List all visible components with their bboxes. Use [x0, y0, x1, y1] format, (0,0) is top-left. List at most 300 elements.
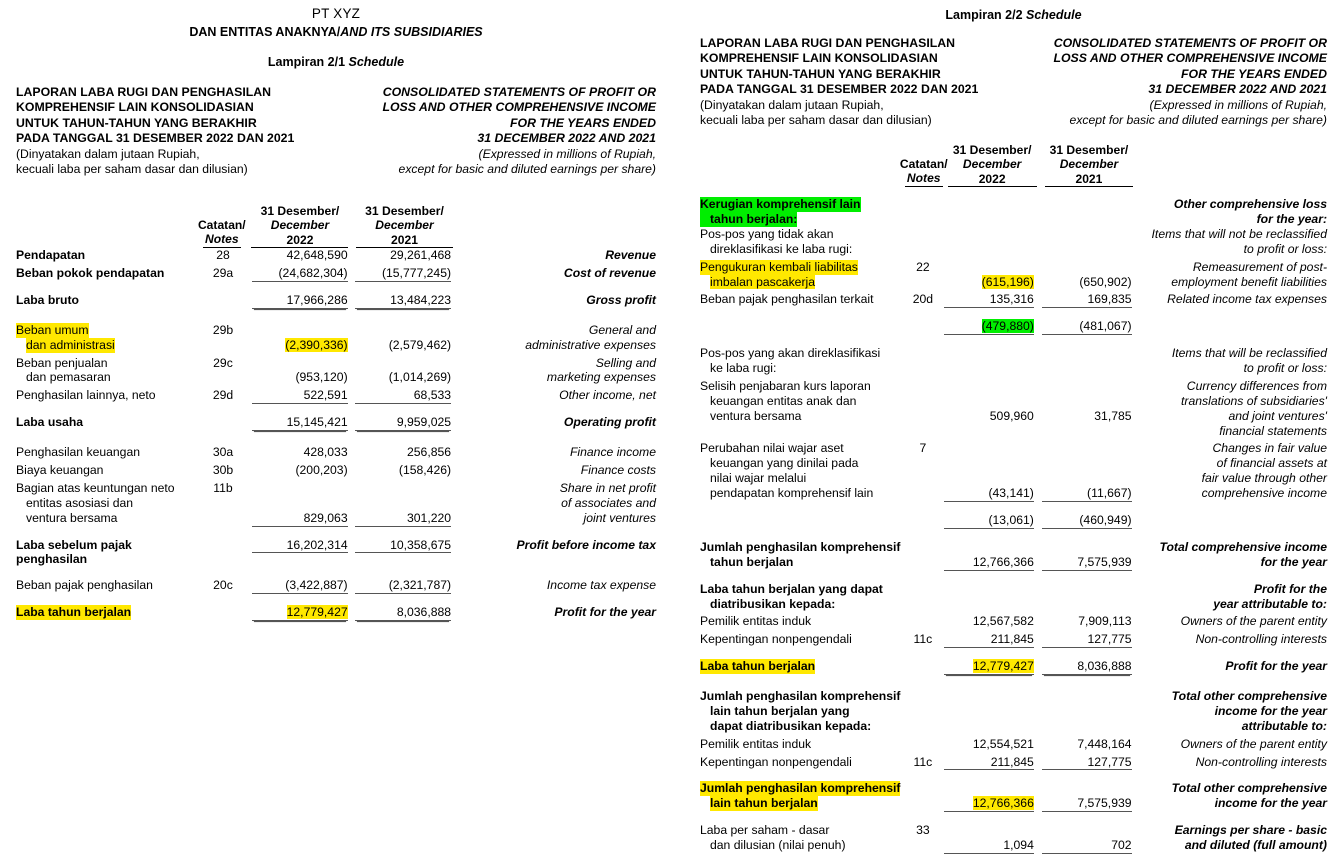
- col-gap: [348, 578, 355, 594]
- table-row: [16, 323, 656, 353]
- title-en-sub-2: except for basic and diluted earnings per share): [398, 162, 656, 177]
- row-label-13: [700, 689, 902, 734]
- row-v2022-10: [252, 538, 348, 568]
- title-en-right-line-1: CONSOLIDATED STATEMENTS OF PROFIT OR: [1053, 36, 1327, 50]
- row-en-15: [1132, 755, 1327, 771]
- right-rows-table: [700, 227, 1327, 865]
- row-en-11: [1132, 632, 1327, 648]
- row-note-8: [902, 540, 945, 571]
- row-v2021-15: [1042, 755, 1132, 771]
- col-gap: [1034, 737, 1042, 752]
- row-en-7: [451, 445, 656, 460]
- row-label-en-line: General and: [588, 322, 656, 337]
- header-blank-right: [700, 143, 900, 188]
- row-v2021-6: [355, 415, 451, 431]
- row-en-6: [451, 415, 656, 431]
- company-name: PT XYZ: [311, 6, 361, 21]
- title-id-right-line-3: UNTUK TAHUN-TAHUN YANG BERAKHIR: [700, 66, 941, 81]
- row-label-en-line: fair value through other: [1201, 471, 1327, 486]
- table-row: [700, 823, 1327, 854]
- row-label-en-line: Finance income: [569, 445, 656, 460]
- row-v2022-12: [252, 605, 348, 621]
- row-spacer: [16, 404, 656, 415]
- value-2021: (481,067): [1079, 319, 1132, 334]
- oci-heading-v2022: [944, 197, 1034, 227]
- table-row: [700, 689, 1327, 734]
- row-label-line: [700, 614, 902, 629]
- row-label-text: Kepentingan nonpengendali: [700, 632, 852, 647]
- row-v2021-13: [1042, 689, 1132, 734]
- row-label-en-line: Non-controlling interests: [1195, 754, 1327, 769]
- row-v2021-12: [1042, 659, 1132, 675]
- row-en-13: [1132, 689, 1327, 734]
- row-label-en-line: income for the year: [1214, 703, 1327, 718]
- row-en-3: [1132, 319, 1327, 335]
- col-gap: [1034, 614, 1042, 629]
- header-2022-right-line2: December: [962, 157, 1022, 172]
- value-2021: 256,856: [407, 445, 452, 460]
- header-2022-line1: 31 Desember/: [260, 203, 340, 218]
- value-2022: 509,960: [989, 408, 1034, 423]
- row-en-5: [451, 388, 656, 404]
- value-2022: (13,061): [988, 513, 1034, 528]
- title-en-right-sub-1: (Expressed in millions of Rupiah,: [1149, 97, 1327, 112]
- row-spacer: [700, 675, 1327, 689]
- row-label-text: dan administrasi: [26, 337, 115, 352]
- row-note-14: [902, 737, 945, 752]
- row-en-2: [451, 293, 656, 309]
- row-label-line: [700, 441, 902, 456]
- table-row: [16, 538, 656, 568]
- row-en-1: [451, 266, 656, 282]
- oci-heading-en-line2: for the year:: [1256, 212, 1327, 227]
- row-label-line: [16, 356, 194, 371]
- row-label-3: [16, 323, 194, 353]
- header-2021-line3: 2021: [356, 233, 453, 249]
- row-label-line: [700, 632, 902, 647]
- col-gap: [1034, 319, 1042, 335]
- row-v2021-2: [355, 293, 451, 309]
- title-en-line-4: 31 DECEMBER 2022 AND 2021: [477, 131, 656, 146]
- row-v2021-12: [355, 605, 451, 621]
- row-label-text: dapat diatribusikan kepada:: [710, 718, 872, 733]
- row-label-text: Penghasilan keuangan: [16, 445, 141, 460]
- row-v2021-11: [1042, 632, 1132, 648]
- row-label-en-line: attributable to:: [1241, 718, 1327, 733]
- row-label-0: [700, 227, 902, 257]
- col-gap: [1034, 197, 1042, 227]
- row-label-line: [700, 456, 902, 471]
- right-table-body: [700, 227, 1327, 865]
- header-blank-en: [453, 204, 656, 249]
- col-gap: [1034, 689, 1042, 734]
- row-note-8: 30b: [212, 462, 234, 477]
- value-2022: (953,120): [295, 370, 348, 385]
- title-id-right-line-1: LAPORAN LABA RUGI DAN PENGHASILAN: [700, 36, 956, 50]
- value-2021: 68,533: [413, 388, 452, 403]
- row-spacer: [700, 335, 1327, 346]
- table-row: [700, 441, 1327, 502]
- table-row: [16, 481, 656, 527]
- row-label-2: [700, 292, 902, 308]
- value-2021: (1,014,269): [388, 370, 452, 385]
- row-v2021-9: [1042, 582, 1132, 612]
- row-label-text: direklasifikasi ke laba rugi:: [710, 241, 853, 256]
- col-gap: [1034, 260, 1042, 290]
- row-note-6: 7: [919, 441, 927, 456]
- row-label-en-line: Currency differences from: [1186, 378, 1327, 393]
- row-label-0: [16, 248, 194, 263]
- row-label-line: [700, 719, 902, 734]
- row-v2022-6: [944, 441, 1034, 502]
- value-2022: 829,063: [303, 510, 348, 525]
- row-label-text: imbalan pascakerja: [710, 274, 816, 289]
- row-label-5: [16, 388, 194, 404]
- row-en-4: [1132, 346, 1327, 376]
- row-label-en-line: Items that will not be reclassified: [1151, 226, 1327, 241]
- schedule-en: Schedule: [348, 55, 405, 69]
- row-v2021-17: [1042, 823, 1132, 854]
- row-label-line: [16, 266, 194, 281]
- row-note-9: [902, 582, 945, 612]
- oci-heading-note: [902, 197, 945, 227]
- value-2021: 29,261,468: [390, 248, 452, 263]
- value-2021: (650,902): [1079, 274, 1132, 289]
- row-label-en-line: translations of subsidiaries': [1181, 393, 1327, 408]
- table-row: [700, 379, 1327, 439]
- col-gap: [348, 445, 355, 460]
- value-2022: (3,422,887): [285, 578, 348, 593]
- table-row: [700, 227, 1327, 257]
- row-label-en-line: Income tax expense: [546, 578, 656, 593]
- row-label-en-line: Owners of the parent entity: [1180, 736, 1327, 751]
- col-gap: [1034, 659, 1042, 675]
- col-gap: [1034, 441, 1042, 502]
- row-en-10: [451, 538, 656, 568]
- row-v2021-2: [1042, 292, 1132, 308]
- row-label-en-line: to profit or loss:: [1243, 361, 1327, 376]
- row-note-17: 33: [916, 823, 930, 838]
- schedule-label-right: [700, 8, 1327, 22]
- header-notes-id-right: Catatan/: [899, 156, 948, 171]
- row-label-en-line: employment benefit liabilities: [1171, 274, 1327, 289]
- row-en-8: [1132, 540, 1327, 571]
- row-label-line: [700, 275, 902, 290]
- value-2022: 12,766,366: [972, 796, 1034, 811]
- row-spacer: [700, 308, 1327, 319]
- row-note-7: [902, 513, 945, 529]
- table-row: [16, 578, 656, 594]
- table-row: [16, 266, 656, 282]
- row-note-16: [902, 781, 945, 812]
- table-row: [700, 737, 1327, 752]
- row-spacer: [700, 571, 1327, 582]
- row-v2021-0: [1042, 227, 1132, 257]
- row-label-text: keuangan yang dinilai pada: [710, 456, 859, 471]
- schedule-id: Lampiran 2/1: [267, 55, 349, 69]
- row-label-text: lain tahun berjalan yang: [710, 703, 850, 718]
- table-row: [16, 248, 656, 263]
- row-label-en-line: Remeasurement of post-: [1192, 259, 1327, 274]
- col-gap: [1034, 346, 1042, 376]
- col-gap: [1034, 781, 1042, 812]
- header-col-2021-right: [1045, 143, 1134, 188]
- row-spacer: [700, 854, 1327, 865]
- row-label-line: [16, 293, 194, 308]
- row-v2022-14: [944, 737, 1034, 752]
- row-label-text: Beban penjualan: [16, 355, 108, 370]
- left-rows-table: [16, 248, 656, 635]
- row-label-text: pendapatan komprehensif lain: [710, 486, 874, 501]
- row-spacer: [16, 567, 656, 578]
- row-label-line: [700, 823, 902, 838]
- row-label-text: Pos-pos yang akan direklasifikasi: [700, 346, 881, 361]
- row-v2021-14: [1042, 737, 1132, 752]
- value-2022: (200,203): [295, 462, 348, 477]
- row-note-10: [194, 538, 251, 568]
- row-v2021-1: [1042, 260, 1132, 290]
- header-2022-right-line3: 2022: [948, 172, 1037, 188]
- value-2021: 702: [1111, 838, 1132, 853]
- row-label-text: Pemilik entitas induk: [700, 736, 812, 751]
- title-id-right-line-2: KOMPREHENSIF LAIN KONSOLIDASIAN: [700, 51, 938, 66]
- col-gap: [1034, 823, 1042, 854]
- row-label-en-line: Profit for the: [1253, 581, 1327, 596]
- header-col-2022: [251, 204, 348, 249]
- row-label-line: [700, 755, 902, 770]
- row-v2022-3: [252, 323, 348, 353]
- table-row: [700, 513, 1327, 529]
- row-label-line: [700, 486, 902, 501]
- row-v2021-7: [355, 445, 451, 460]
- title-en-line-2: LOSS AND OTHER COMPREHENSIVE INCOME: [382, 100, 656, 115]
- row-label-text: Jumlah penghasilan komprehensif: [700, 689, 901, 704]
- row-v2022-9: [252, 481, 348, 527]
- row-spacer: [16, 282, 656, 293]
- value-2022: (479,880): [981, 319, 1034, 334]
- row-label-en-line: of associates and: [561, 495, 656, 510]
- title-id-sub-1: (Dinyatakan dalam jutaan Rupiah,: [16, 146, 200, 161]
- row-label-line: [700, 540, 902, 555]
- title-id-right-sub-1: (Dinyatakan dalam jutaan Rupiah,: [700, 97, 884, 112]
- value-2022: 17,966,286: [286, 292, 348, 307]
- row-v2021-16: [1042, 781, 1132, 812]
- row-v2021-8: [355, 463, 451, 478]
- header-notes-en-right: Notes: [906, 171, 941, 186]
- row-v2022-17: [944, 823, 1034, 854]
- row-label-en-line: Share in net profit: [559, 480, 656, 495]
- row-en-10: [1132, 614, 1327, 629]
- row-label-11: [16, 578, 194, 594]
- row-label-5: [700, 379, 902, 439]
- value-2022: 211,845: [990, 754, 1034, 769]
- table-column-headers-right: [700, 143, 1327, 188]
- header-blank: [16, 204, 192, 249]
- value-2021: (15,777,245): [381, 266, 452, 281]
- row-label-line: [700, 582, 902, 597]
- row-label-en-line: Changes in fair value: [1212, 441, 1327, 456]
- title-en-right-line-4: 31 DECEMBER 2022 AND 2021: [1148, 82, 1327, 97]
- row-label-line: [700, 471, 902, 486]
- row-label-text: Perubahan nilai wajar aset: [700, 441, 844, 456]
- header-2022-line3: 2022: [251, 233, 348, 249]
- statement-title-block: [16, 85, 656, 178]
- subsidiaries-en: AND ITS SUBSIDIARIES: [340, 25, 483, 39]
- row-note-1: 22: [916, 259, 930, 274]
- row-label-en-line: of financial assets at: [1216, 456, 1327, 471]
- value-2021: 7,909,113: [1078, 614, 1132, 629]
- row-v2021-3: [1042, 319, 1132, 335]
- row-label-8: [16, 463, 194, 478]
- row-note-0: 28: [216, 248, 230, 263]
- col-gap: [348, 266, 355, 282]
- row-label-text: Jumlah penghasilan komprehensif: [700, 781, 901, 796]
- table-row: [16, 605, 656, 621]
- row-label-line: [700, 781, 902, 796]
- row-v2022-12: [944, 659, 1034, 675]
- row-label-en-line: Revenue: [605, 248, 656, 263]
- value-2021: (11,667): [1087, 486, 1132, 501]
- row-v2022-13: [944, 689, 1034, 734]
- header-2021-right-line3: 2021: [1045, 172, 1134, 188]
- row-label-17: [700, 823, 902, 854]
- value-2022: 12,567,582: [972, 614, 1034, 629]
- row-spacer: [700, 529, 1327, 540]
- row-note-6: [194, 415, 251, 431]
- table-row: [700, 260, 1327, 290]
- header-notes-right: [900, 143, 948, 188]
- row-label-text: Biaya keuangan: [16, 462, 104, 477]
- row-label-line: [700, 346, 902, 361]
- table-row: [700, 292, 1327, 308]
- row-label-line: [700, 597, 902, 612]
- row-label-line: [16, 511, 194, 526]
- row-label-text: dan pemasaran: [26, 370, 111, 385]
- row-en-3: [451, 323, 656, 353]
- row-v2021-10: [1042, 614, 1132, 629]
- col-gap: [348, 293, 355, 309]
- row-note-12: [902, 659, 945, 675]
- row-label-text: Laba per saham - dasar: [700, 823, 830, 838]
- row-label-en-line: Total other comprehensive: [1171, 781, 1327, 796]
- row-note-11: 20c: [213, 578, 233, 593]
- row-spacer: [16, 621, 656, 635]
- title-en-right-sub-2: except for basic and diluted earnings per share): [1069, 113, 1327, 128]
- row-label-line: [700, 555, 902, 570]
- row-label-line: [700, 394, 902, 409]
- row-label-line: [16, 338, 194, 353]
- row-label-text: ventura bersama: [710, 408, 802, 423]
- col-gap: [348, 388, 355, 404]
- row-v2022-5: [252, 388, 348, 404]
- value-2022: (24,682,304): [278, 266, 348, 281]
- row-v2022-9: [944, 582, 1034, 612]
- row-label-12: [700, 659, 902, 675]
- value-2021: (2,579,462): [388, 337, 452, 352]
- table-row: [16, 415, 656, 431]
- header-blank-en-right: [1133, 143, 1327, 188]
- row-label-line: [16, 370, 194, 385]
- row-v2021-7: [1042, 513, 1132, 529]
- row-label-en-line: marketing expenses: [546, 370, 656, 385]
- row-note-7: 30a: [212, 445, 234, 460]
- col-gap: [1034, 582, 1042, 612]
- row-v2022-2: [252, 293, 348, 309]
- row-note-12: [194, 605, 251, 621]
- row-label-en-line: and joint ventures': [1228, 408, 1327, 423]
- value-2021: (460,949): [1079, 513, 1132, 528]
- header-2021-right-line2: December: [1059, 157, 1119, 172]
- row-label-text: Laba usaha: [16, 415, 84, 430]
- schedule-id-right: Lampiran 2/2: [945, 8, 1026, 22]
- row-en-0: [1132, 227, 1327, 257]
- statement-title-en: [382, 85, 656, 178]
- statement-title-en-right: [1053, 36, 1327, 129]
- row-label-en-line: and diluted (full amount): [1184, 838, 1327, 853]
- row-label-line: [700, 260, 902, 275]
- value-2022: 12,766,366: [972, 554, 1034, 569]
- row-v2022-5: [944, 379, 1034, 439]
- row-label-line: [700, 292, 902, 307]
- table-row: [700, 755, 1327, 771]
- row-label-12: [16, 605, 194, 621]
- row-label-6: [700, 441, 902, 502]
- row-label-1: [16, 266, 194, 282]
- row-v2021-9: [355, 481, 451, 527]
- title-id-right-sub-2: kecuali laba per saham dasar dan dilusian): [700, 113, 932, 128]
- header-notes-id: Catatan/: [197, 217, 246, 232]
- value-2022: (2,390,336): [285, 337, 348, 352]
- row-label-text: Selisih penjabaran kurs laporan: [700, 378, 871, 393]
- value-2021: 10,358,675: [390, 537, 452, 552]
- row-v2022-16: [944, 781, 1034, 812]
- row-label-en-line: Owners of the parent entity: [1180, 614, 1327, 629]
- title-en-right-line-3: FOR THE YEARS ENDED: [1181, 66, 1327, 81]
- income-statement-table-right: [700, 143, 1327, 188]
- row-label-6: [16, 415, 194, 431]
- title-en-line-3: FOR THE YEARS ENDED: [510, 115, 656, 130]
- row-label-line: [16, 538, 194, 568]
- row-en-14: [1132, 737, 1327, 752]
- row-en-6: [1132, 441, 1327, 502]
- row-en-4: [451, 356, 656, 386]
- row-label-line: [16, 481, 194, 496]
- row-label-en-line: Other income, net: [559, 388, 656, 403]
- header-2022-right-line1: 31 Desember/: [952, 142, 1032, 157]
- row-v2021-0: [355, 248, 451, 263]
- schedule-label: [16, 55, 656, 69]
- row-note-0: [902, 227, 945, 257]
- row-en-17: [1132, 823, 1327, 854]
- row-en-0: [451, 248, 656, 263]
- row-label-line: [700, 737, 902, 752]
- header-notes-en: Notes: [205, 232, 239, 247]
- row-note-11: 11c: [913, 632, 933, 647]
- row-label-en-line: joint ventures: [583, 510, 656, 525]
- row-label-text: Laba tahun berjalan: [700, 659, 816, 674]
- row-label-11: [700, 632, 902, 648]
- row-en-7: [1132, 513, 1327, 529]
- row-note-15: 11c: [913, 754, 933, 769]
- row-label-text: Penghasilan lainnya, neto: [16, 388, 156, 403]
- panel-right-schedule-2-2: [690, 0, 1337, 853]
- statement-title-id: [16, 85, 294, 178]
- oci-heading-id-line2: tahun berjalan:: [700, 212, 797, 227]
- value-2021: 127,775: [1087, 754, 1132, 769]
- title-en-line-1: CONSOLIDATED STATEMENTS OF PROFIT OR: [382, 85, 656, 99]
- value-2021: 7,575,939: [1077, 554, 1132, 569]
- row-note-5: 29d: [212, 388, 234, 403]
